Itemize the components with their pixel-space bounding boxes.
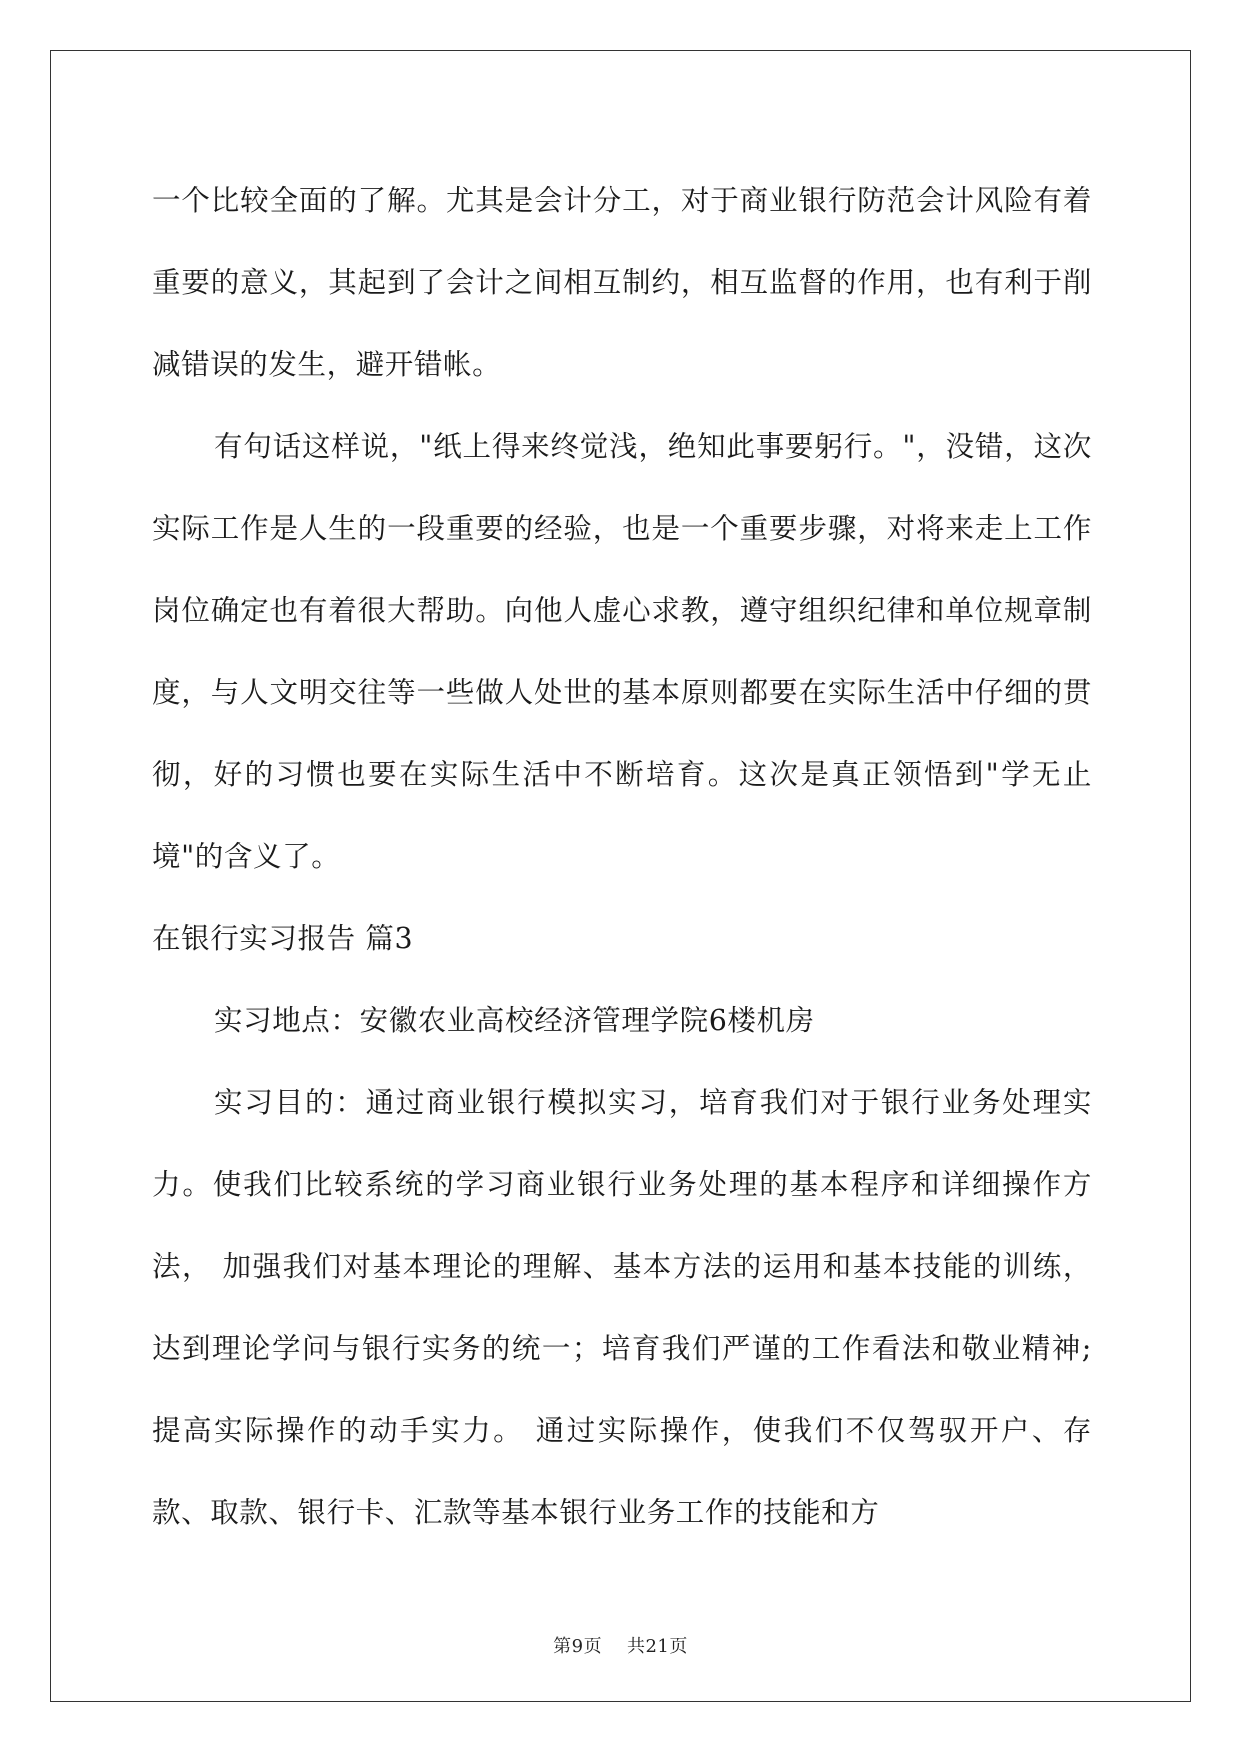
paragraph-purpose: 实习目的：通过商业银行模拟实习，培育我们对于银行业务处理实力。使我们比较系统的学习商业银行业务处理的基本程序和详细操作方法， 加强我们对基本理论的理解、基本方法的运用和基本技能的训练，达到理论学问与银行实务的统一；培育我们严谨的工作看法和敬业精神;提高实际操作的动手实力。 通过实际操作，使我们不仅驾驭开户、存款、取款、银行卡、汇款等基本银行业务工作的技能和方 <box>152 1086 1092 1529</box>
paragraph-quote: 有句话这样说，"纸上得来终觉浅，绝知此事要躬行。"，没错，这次实际工作是人生的一段重要的经验，也是一个重要步骤，对将来走上工作岗位确定也有着很大帮助。向他人虚心求教，遵守组织纪律和单位规章制度，与人文明交往等一些做人处世的基本原则都要在实际生活中仔细的贯彻，好的习惯也要在实际生活中不断培育。这次是真正领悟到"学无止境"的含义了。 <box>152 430 1092 873</box>
section-heading: 在银行实习报告 篇3 <box>152 922 414 955</box>
page-number: 第9页 <box>553 1636 603 1657</box>
page-total: 共21页 <box>626 1636 688 1657</box>
paragraph-continued: 一个比较全面的了解。尤其是会计分工，对于商业银行防范会计风险有着重要的意义，其起到了会计之间相互制约，相互监督的作用，也有利于削减错误的发生，避开错帐。 <box>152 184 1092 381</box>
paragraph-location: 实习地点：安徽农业高校经济管理学院6楼机房 <box>214 1004 815 1037</box>
document-body <box>152 160 1092 1554</box>
page-footer <box>0 1632 1241 1658</box>
